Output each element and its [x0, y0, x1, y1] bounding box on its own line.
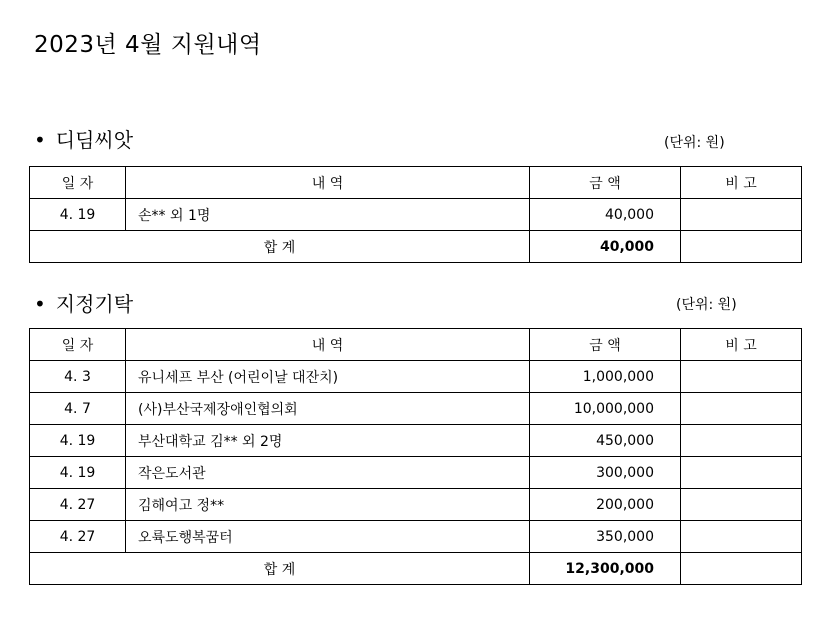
header-desc: 내 역	[126, 167, 530, 199]
table-header-row	[30, 167, 802, 199]
total-amount: 12,300,000	[530, 553, 681, 585]
table-row	[30, 489, 802, 521]
table-row	[30, 521, 802, 553]
row-amount: 40,000	[530, 199, 681, 231]
row-amount: 450,000	[530, 425, 681, 457]
section-title-didim	[34, 124, 133, 153]
table-row	[30, 199, 802, 231]
total-row	[30, 553, 802, 585]
section-title-text: 지정기탁	[55, 292, 134, 316]
row-note	[681, 199, 802, 231]
table-header-row	[30, 329, 802, 361]
row-desc: 손** 외 1명	[126, 199, 530, 231]
row-date: 4. 19	[30, 199, 126, 231]
row-date: 4. 19	[30, 457, 126, 489]
row-desc: 작은도서관	[126, 457, 530, 489]
table-row	[30, 393, 802, 425]
header-note: 비 고	[681, 167, 802, 199]
row-note	[681, 489, 802, 521]
row-desc: (사)부산국제장애인협의회	[126, 393, 530, 425]
total-row	[30, 231, 802, 263]
row-date: 4. 27	[30, 521, 126, 553]
row-amount: 200,000	[530, 489, 681, 521]
row-amount: 350,000	[530, 521, 681, 553]
total-label: 합 계	[30, 553, 530, 585]
unit-label: (단위: 원)	[664, 135, 725, 151]
support-table-didim	[29, 166, 802, 263]
row-desc: 유니세프 부산 (어린이날 대잔치)	[126, 361, 530, 393]
table-row	[30, 425, 802, 457]
total-note	[681, 553, 802, 585]
row-desc: 오륙도행복꿈터	[126, 521, 530, 553]
total-label: 합 계	[30, 231, 530, 263]
row-note	[681, 521, 802, 553]
header-desc: 내 역	[126, 329, 530, 361]
bullet-icon: •	[34, 292, 46, 316]
total-amount: 40,000	[530, 231, 681, 263]
row-amount: 1,000,000	[530, 361, 681, 393]
table-row	[30, 361, 802, 393]
row-note	[681, 393, 802, 425]
row-date: 4. 27	[30, 489, 126, 521]
row-date: 4. 7	[30, 393, 126, 425]
header-date: 일 자	[30, 329, 126, 361]
row-note	[681, 361, 802, 393]
row-desc: 부산대학교 김** 외 2명	[126, 425, 530, 457]
page-title: 2023년 4월 지원내역	[34, 32, 262, 58]
section-title-jijeong	[34, 288, 133, 317]
total-note	[681, 231, 802, 263]
row-note	[681, 425, 802, 457]
unit-label: (단위: 원)	[676, 297, 737, 313]
header-note: 비 고	[681, 329, 802, 361]
table-row	[30, 457, 802, 489]
header-date: 일 자	[30, 167, 126, 199]
row-note	[681, 457, 802, 489]
row-date: 4. 19	[30, 425, 126, 457]
bullet-icon: •	[34, 128, 46, 152]
row-date: 4. 3	[30, 361, 126, 393]
section-title-text: 디딤씨앗	[55, 128, 134, 152]
support-table-jijeong	[29, 328, 802, 585]
row-amount: 10,000,000	[530, 393, 681, 425]
header-amount: 금 액	[530, 329, 681, 361]
row-amount: 300,000	[530, 457, 681, 489]
row-desc: 김해여고 정**	[126, 489, 530, 521]
header-amount: 금 액	[530, 167, 681, 199]
